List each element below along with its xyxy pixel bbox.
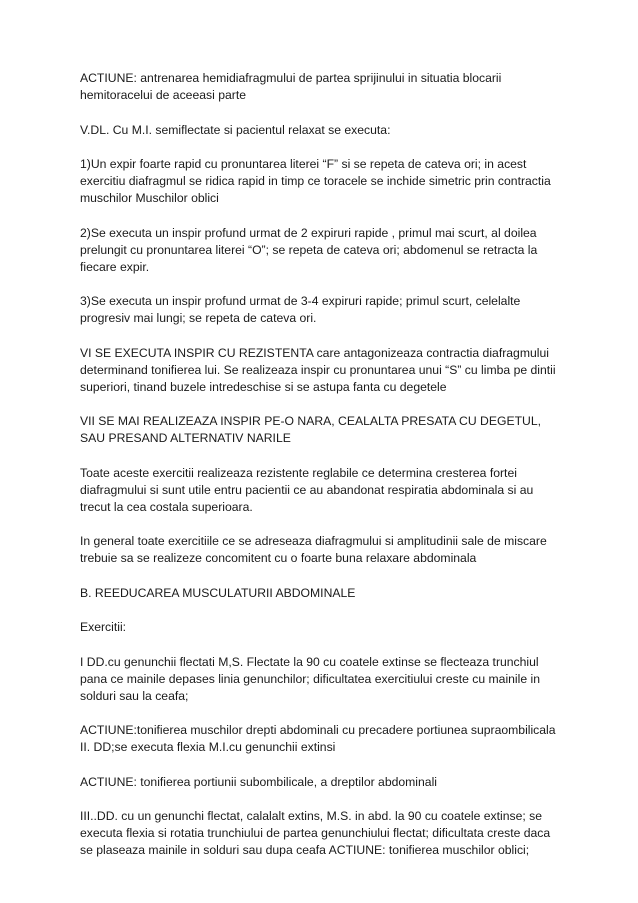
paragraph-in-general: In general toate exercitiile ce se adreseaza diafragmului si amplitudinii sale de miscare trebuie sa se realizeze concomitent cu o foarte buna relaxare abdominala (80, 534, 547, 565)
section-heading-b: B. REEDUCAREA MUSCULATURII ABDOMINALE (80, 585, 356, 600)
paragraph-v-dl: V.DL. Cu M.I. semiflectate si pacientul relaxat se executa: (80, 122, 391, 137)
paragraph-vii-inspir-nara: VII SE MAI REALIZEAZA INSPIR PE-O NARA, CEALALTA PRESATA CU DEGETUL, SAU PRESAND ALTERNATIV NARILE (80, 414, 541, 445)
paragraph-exercise-1: 1)Un expir foarte rapid cu pronuntarea literei “F” si se repeta de cateva ori; in acest exercitiu diafragmul se ridica rapid in timp ce toracele se inchide simetric prin contractia muschilor Muschilor oblici (80, 157, 551, 205)
paragraph-vi-inspir-rezistenta: VI SE EXECUTA INSPIR CU REZISTENTA care antagonizeaza contractia diafragmului determinand tonifierea lui. Se realizeaza inspir cu pronuntarea unui “S” cu limba pe dintii superiori, tinand buzele intredeschise si se astupa fanta cu degetele (80, 345, 556, 394)
paragraph-exercitii-label: Exercitii: (80, 620, 127, 634)
paragraph-actiune-hemidiafragm: ACTIUNE: antrenarea hemidiafragmului de partea sprijinului in situatia blocarii hemitoracelui de aceeasi parte (80, 71, 502, 102)
paragraph-actiune-subombilicala: ACTIUNE: tonifierea portiunii subombilicale, a dreptilor abdominali (80, 774, 437, 789)
document-body (80, 70, 565, 877)
paragraph-toate-exercitii: Toate aceste exercitii realizeaza rezistente reglabile ce determina cresterea fortei diafragmului si sunt utile entru pacientii ce au abandonat respiratia abdominala si au trecut la cea costala superioara. (80, 465, 534, 514)
paragraph-exercise-3: 3)Se executa un inspir profund urmat de 3-4 expiruri rapide; primul scurt, celelalte progresiv mai lungi; se repeta de cateva ori. (80, 294, 521, 325)
paragraph-exercise-iii: III..DD. cu un genunchi flectat, calalalt extins, M.S. in abd. la 90 cu coatele extinse; se executa flexia si rotatia trunchiului de partea genunchiului flectat; dificultata creste daca se plaseaza mainile in solduri sau dupa ceafa ACTIUNE: tonifierea muschilor oblici; (80, 809, 551, 857)
paragraph-exercise-i: I DD.cu genunchii flectati M,S. Flectate la 90 cu coatele extinse se flecteaza trunchiul pana ce mainile depases linia genunchilor; dificultatea exercitiului creste cu mainile in solduri sau la ceafa; (80, 654, 540, 703)
paragraph-exercise-2: 2)Se executa un inspir profund urmat de 2 expiruri rapide , primul mai scurt, al doilea prelungit cu pronuntarea literei “O”; se repeta de cateva ori; abdomenul se retracta la fiecare expir. (80, 225, 538, 274)
paragraph-actiune-drepti: ACTIUNE:tonifierea muschilor drepti abdominali cu precadere portiunea supraombilicala II. DD;se executa flexia M.I.cu genunchii extinsi (80, 723, 556, 754)
